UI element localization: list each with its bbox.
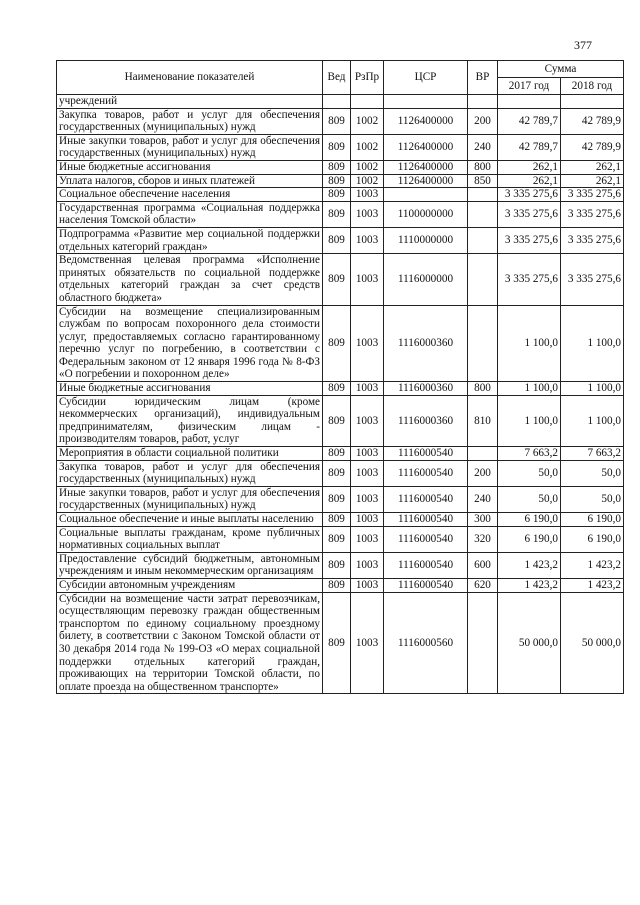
cell-rzpr: 1003 (351, 592, 384, 694)
cell-csr: 1126400000 (384, 134, 468, 160)
cell-ved: 809 (323, 254, 351, 305)
cell-sum-2018: 42 789,9 (561, 108, 624, 134)
header-year-2018: 2018 год (561, 78, 624, 95)
cell-vr: 800 (468, 382, 498, 396)
cell-ved: 809 (323, 513, 351, 527)
cell-name: Мероприятия в области социальной политики (57, 447, 323, 461)
cell-sum-2017: 1 100,0 (498, 305, 561, 382)
cell-name: Социальное обеспечение населения (57, 188, 323, 202)
cell-ved: 809 (323, 526, 351, 552)
table-row (57, 460, 624, 486)
cell-vr (468, 592, 498, 694)
cell-csr: 1116000540 (384, 552, 468, 578)
table-row (57, 447, 624, 461)
cell-vr (468, 254, 498, 305)
table-row (57, 395, 624, 446)
header-year-2017: 2017 год (498, 78, 561, 95)
table-row (57, 552, 624, 578)
cell-ved: 809 (323, 134, 351, 160)
cell-sum-2018: 1 100,0 (561, 395, 624, 446)
cell-sum-2018: 50,0 (561, 486, 624, 512)
cell-sum-2018: 1 423,2 (561, 552, 624, 578)
table-row (57, 201, 624, 227)
header-vr: ВР (468, 61, 498, 95)
cell-sum-2017: 1 100,0 (498, 382, 561, 396)
cell-sum-2017: 3 335 275,6 (498, 188, 561, 202)
cell-rzpr: 1003 (351, 447, 384, 461)
cell-sum-2017: 262,1 (498, 160, 561, 174)
cell-rzpr: 1003 (351, 254, 384, 305)
cell-ved: 809 (323, 160, 351, 174)
cell-ved: 809 (323, 592, 351, 694)
cell-rzpr: 1003 (351, 513, 384, 527)
table-row (57, 578, 624, 592)
cell-ved: 809 (323, 227, 351, 253)
cell-vr: 620 (468, 578, 498, 592)
cell-csr: 1116000540 (384, 578, 468, 592)
cell-vr: 810 (468, 395, 498, 446)
cell-ved: 809 (323, 305, 351, 382)
cell-sum-2018: 1 100,0 (561, 382, 624, 396)
cell-csr: 1116000540 (384, 513, 468, 527)
cell-sum-2017: 42 789,7 (498, 134, 561, 160)
cell-name: Иные закупки товаров, работ и услуг для обеспечения государственных (муниципальных) нужд (57, 134, 323, 160)
cell-sum-2017: 262,1 (498, 174, 561, 188)
cell-csr: 1126400000 (384, 174, 468, 188)
cell-ved: 809 (323, 382, 351, 396)
cell-vr (468, 305, 498, 382)
header-sum: Сумма (498, 61, 624, 78)
budget-table (56, 60, 624, 694)
cell-vr: 300 (468, 513, 498, 527)
cell-name: Социальное обеспечение и иные выплаты населению (57, 513, 323, 527)
table-row (57, 188, 624, 202)
table-row (57, 526, 624, 552)
cell-vr: 200 (468, 460, 498, 486)
cell-name: Иные закупки товаров, работ и услуг для обеспечения государственных (муниципальных) нужд (57, 486, 323, 512)
cell-name: учреждений (57, 95, 323, 109)
cell-name: Закупка товаров, работ и услуг для обеспечения государственных (муниципальных) нужд (57, 460, 323, 486)
cell-ved: 809 (323, 201, 351, 227)
cell-csr: 1116000360 (384, 305, 468, 382)
table-row (57, 108, 624, 134)
cell-sum-2017: 42 789,7 (498, 108, 561, 134)
cell-name: Закупка товаров, работ и услуг для обеспечения государственных (муниципальных) нужд (57, 108, 323, 134)
cell-sum-2017: 50 000,0 (498, 592, 561, 694)
cell-sum-2017: 50,0 (498, 460, 561, 486)
cell-name: Субсидии на возмещение специализированным службам по вопросам похоронного дела стоимости услуг, предоставляемых согласно гарантированному перечню услуг по погребению, в соответствии с Федеральным законом от 12 января 1996 года № 8-ФЗ «О погребении и похоронном деле» (57, 305, 323, 382)
cell-ved: 809 (323, 108, 351, 134)
cell-csr: 1116000560 (384, 592, 468, 694)
cell-ved: 809 (323, 447, 351, 461)
cell-name: Государственная программа «Социальная поддержка населения Томской области» (57, 201, 323, 227)
table-row (57, 174, 624, 188)
page-number: 377 (574, 38, 592, 52)
cell-sum-2017: 1 100,0 (498, 395, 561, 446)
table-row (57, 160, 624, 174)
cell-name: Социальные выплаты гражданам, кроме публичных нормативных социальных выплат (57, 526, 323, 552)
table-row (57, 513, 624, 527)
cell-vr: 320 (468, 526, 498, 552)
header-ved: Вед (323, 61, 351, 95)
cell-rzpr: 1003 (351, 578, 384, 592)
header-rzpr: РзПр (351, 61, 384, 95)
cell-rzpr: 1003 (351, 526, 384, 552)
table-row (57, 592, 624, 694)
cell-sum-2018 (561, 95, 624, 109)
cell-csr: 1110000000 (384, 227, 468, 253)
cell-csr: 1126400000 (384, 160, 468, 174)
cell-sum-2018: 3 335 275,6 (561, 188, 624, 202)
cell-rzpr: 1003 (351, 460, 384, 486)
cell-csr: 1116000360 (384, 395, 468, 446)
cell-csr: 1116000000 (384, 254, 468, 305)
cell-sum-2017: 7 663,2 (498, 447, 561, 461)
cell-rzpr: 1002 (351, 134, 384, 160)
cell-rzpr: 1003 (351, 486, 384, 512)
cell-rzpr (351, 95, 384, 109)
cell-csr (384, 95, 468, 109)
table-row (57, 305, 624, 382)
cell-sum-2018: 262,1 (561, 160, 624, 174)
header-name: Наименование показателей (57, 61, 323, 95)
cell-ved: 809 (323, 174, 351, 188)
cell-ved: 809 (323, 460, 351, 486)
cell-csr: 1116000540 (384, 486, 468, 512)
cell-sum-2018: 1 423,2 (561, 578, 624, 592)
cell-vr (468, 447, 498, 461)
cell-sum-2018: 50 000,0 (561, 592, 624, 694)
cell-sum-2018: 42 789,9 (561, 134, 624, 160)
cell-sum-2017: 3 335 275,6 (498, 254, 561, 305)
cell-vr (468, 201, 498, 227)
cell-vr (468, 188, 498, 202)
cell-name: Подпрограмма «Развитие мер социальной поддержки отдельных категорий граждан» (57, 227, 323, 253)
cell-sum-2017 (498, 95, 561, 109)
cell-vr (468, 95, 498, 109)
cell-csr: 1116000540 (384, 526, 468, 552)
cell-name: Субсидии юридическим лицам (кроме некоммерческих организаций), индивидуальным предпринимателям, физическим лицам - производителям товаров, работ, услуг (57, 395, 323, 446)
cell-sum-2018: 7 663,2 (561, 447, 624, 461)
header-csr: ЦСР (384, 61, 468, 95)
cell-csr: 1116000540 (384, 460, 468, 486)
cell-vr (468, 227, 498, 253)
cell-sum-2017: 6 190,0 (498, 526, 561, 552)
cell-sum-2018: 1 100,0 (561, 305, 624, 382)
cell-sum-2017: 1 423,2 (498, 552, 561, 578)
cell-ved: 809 (323, 188, 351, 202)
cell-sum-2018: 262,1 (561, 174, 624, 188)
cell-sum-2018: 50,0 (561, 460, 624, 486)
cell-csr: 1116000360 (384, 382, 468, 396)
cell-rzpr: 1003 (351, 188, 384, 202)
table-row (57, 95, 624, 109)
table-row (57, 227, 624, 253)
cell-vr: 800 (468, 160, 498, 174)
cell-vr: 600 (468, 552, 498, 578)
cell-rzpr: 1003 (351, 305, 384, 382)
cell-vr: 850 (468, 174, 498, 188)
cell-ved: 809 (323, 578, 351, 592)
cell-name: Ведомственная целевая программа «Исполнение принятых обязательств по социальной поддержке отдельных категорий граждан за счет средств областного бюджета» (57, 254, 323, 305)
cell-sum-2018: 6 190,0 (561, 526, 624, 552)
cell-sum-2017: 3 335 275,6 (498, 227, 561, 253)
cell-sum-2017: 1 423,2 (498, 578, 561, 592)
cell-rzpr: 1003 (351, 201, 384, 227)
cell-vr: 200 (468, 108, 498, 134)
cell-vr: 240 (468, 486, 498, 512)
cell-rzpr: 1003 (351, 227, 384, 253)
cell-csr: 1126400000 (384, 108, 468, 134)
cell-name: Субсидии на возмещение части затрат перевозчикам, осуществляющим перевозку граждан общественным транспортом по единому социальному проездному билету, в соответствии с Законом Томской области от 30 декабря 2014 года № 199-ОЗ «О мерах социальной поддержки отдельных категорий граждан, проживающих на территории Томской области, по оплате проезда на общественном транспорте» (57, 592, 323, 694)
cell-sum-2018: 6 190,0 (561, 513, 624, 527)
cell-name: Иные бюджетные ассигнования (57, 160, 323, 174)
cell-sum-2018: 3 335 275,6 (561, 227, 624, 253)
cell-ved: 809 (323, 395, 351, 446)
cell-name: Уплата налогов, сборов и иных платежей (57, 174, 323, 188)
table-row (57, 486, 624, 512)
cell-sum-2017: 6 190,0 (498, 513, 561, 527)
cell-sum-2018: 3 335 275,6 (561, 254, 624, 305)
cell-name: Предоставление субсидий бюджетным, автономным учреждениям и иным некоммерческим организациям (57, 552, 323, 578)
cell-csr: 1116000540 (384, 447, 468, 461)
cell-csr (384, 188, 468, 202)
cell-rzpr: 1003 (351, 382, 384, 396)
cell-name: Иные бюджетные ассигнования (57, 382, 323, 396)
cell-csr: 1100000000 (384, 201, 468, 227)
cell-ved: 809 (323, 552, 351, 578)
cell-rzpr: 1003 (351, 395, 384, 446)
cell-sum-2018: 3 335 275,6 (561, 201, 624, 227)
table-row (57, 254, 624, 305)
table-body (57, 95, 624, 694)
cell-vr: 240 (468, 134, 498, 160)
cell-name: Субсидии автономным учреждениям (57, 578, 323, 592)
cell-rzpr: 1002 (351, 160, 384, 174)
cell-rzpr: 1002 (351, 174, 384, 188)
cell-ved (323, 95, 351, 109)
table-row (57, 382, 624, 396)
cell-rzpr: 1003 (351, 552, 384, 578)
cell-sum-2017: 3 335 275,6 (498, 201, 561, 227)
table-row (57, 134, 624, 160)
cell-sum-2017: 50,0 (498, 486, 561, 512)
cell-ved: 809 (323, 486, 351, 512)
cell-rzpr: 1002 (351, 108, 384, 134)
